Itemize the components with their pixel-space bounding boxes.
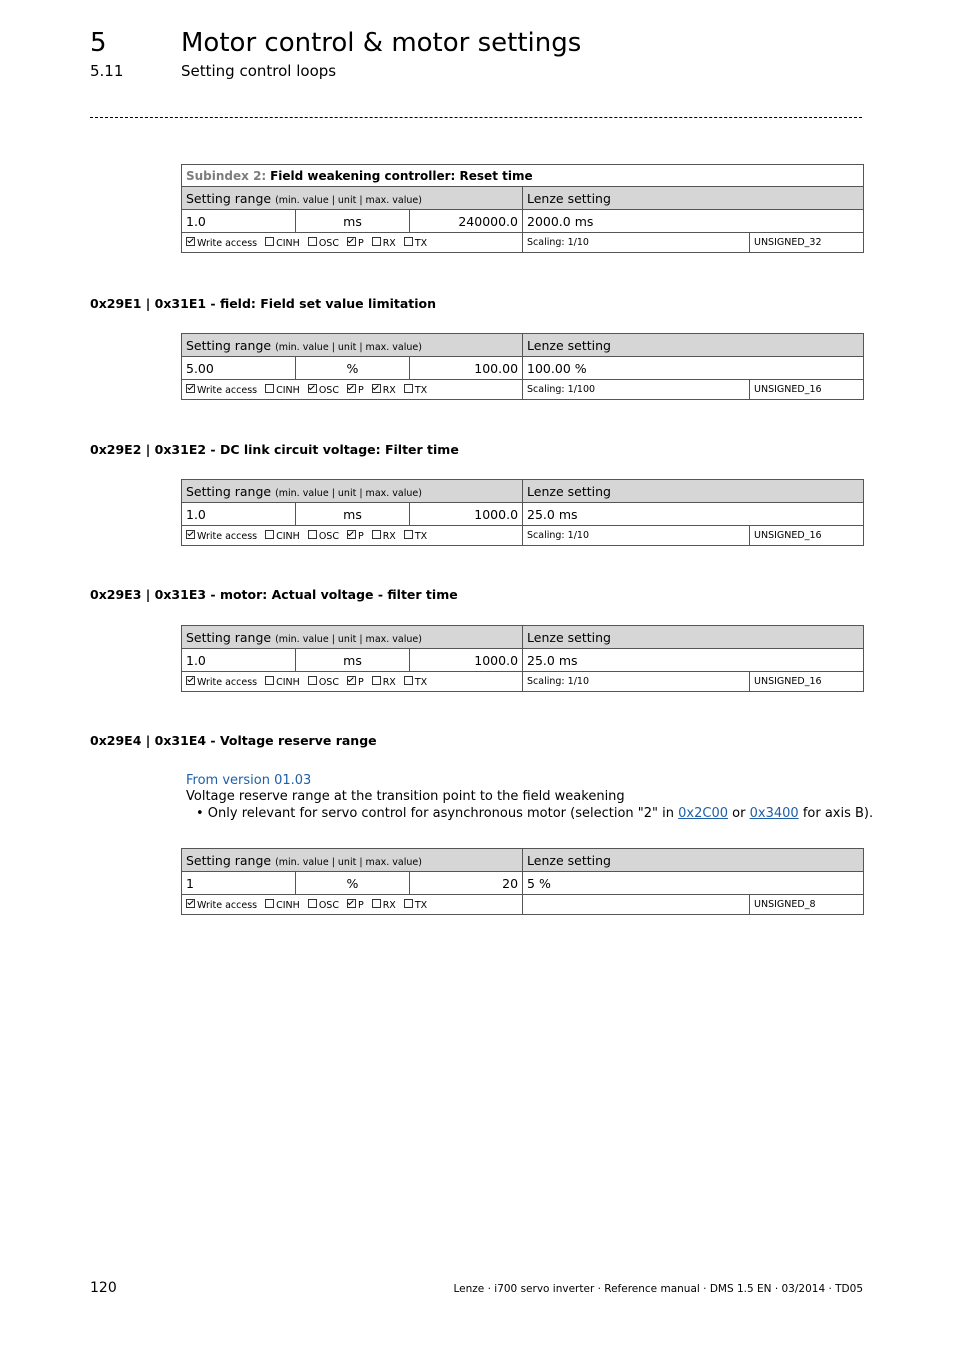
- flag-label: RX: [382, 899, 396, 911]
- unchecked-box-icon: [404, 899, 413, 908]
- setting-range-label: Setting range: [186, 337, 272, 353]
- flag-osc: [308, 238, 339, 249]
- max-value: 1000.0: [410, 503, 523, 526]
- subindex-name: Field weakening controller: Reset time: [270, 168, 533, 183]
- parameter-heading: 0x29E1 | 0x31E1 - field: Field set value limitation: [90, 296, 437, 311]
- parameter-description: Voltage reserve range at the transition point to the field weakening: [186, 789, 625, 804]
- lenze-setting-label: Lenze setting: [523, 626, 864, 649]
- flag-osc: [308, 677, 339, 688]
- unit-value: %: [296, 357, 410, 380]
- flag-tx: [404, 385, 427, 396]
- lenze-setting-label: Lenze setting: [523, 334, 864, 357]
- bullet-text-prefix: • Only relevant for servo control for asynchronous motor (selection "2" in: [196, 806, 675, 821]
- setting-range-label: Setting range: [186, 852, 272, 868]
- flag-p: [347, 900, 364, 911]
- flag-tx: [404, 677, 427, 688]
- checked-box-icon: [308, 384, 317, 393]
- access-flags: [182, 526, 523, 546]
- bullet-text-between: or: [732, 806, 746, 821]
- data-type: UNSIGNED_16: [750, 380, 864, 400]
- unchecked-box-icon: [372, 237, 381, 246]
- unchecked-box-icon: [265, 384, 274, 393]
- scaling: Scaling: 1/10: [523, 233, 750, 253]
- setting-range-hint: (min. value | unit | max. value): [275, 856, 422, 868]
- unit-value: ms: [296, 503, 410, 526]
- subindex-label: Subindex 2:: [186, 168, 267, 183]
- setting-range-label: Setting range: [186, 629, 272, 645]
- flag-label: OSC: [318, 237, 339, 249]
- flag-rx: [372, 677, 396, 688]
- flag-label: CINH: [276, 530, 300, 542]
- flag-tx: [404, 900, 427, 911]
- flag-label: RX: [382, 237, 396, 249]
- flag-label: RX: [382, 384, 396, 396]
- min-value: 1: [182, 872, 296, 895]
- checked-box-icon: [186, 384, 195, 393]
- setting-range-hint: (min. value | unit | max. value): [275, 341, 422, 353]
- setting-range-hint: (min. value | unit | max. value): [275, 194, 422, 206]
- flag-label: RX: [382, 530, 396, 542]
- flag-label: P: [357, 384, 364, 396]
- flag-p: [347, 677, 364, 688]
- unchecked-box-icon: [404, 676, 413, 685]
- flag-write-access: [186, 900, 257, 911]
- max-value: 1000.0: [410, 649, 523, 672]
- flag-cinh: [265, 900, 300, 911]
- section-title: Setting control loops: [181, 62, 337, 80]
- checked-box-icon: [347, 237, 356, 246]
- flag-label: TX: [414, 676, 428, 688]
- lenze-setting-label: Lenze setting: [523, 849, 864, 872]
- data-type: UNSIGNED_16: [750, 672, 864, 692]
- version-note: From version 01.03: [186, 773, 312, 788]
- unchecked-box-icon: [404, 384, 413, 393]
- checked-box-icon: [347, 899, 356, 908]
- flag-label: TX: [414, 384, 428, 396]
- flag-cinh: [265, 385, 300, 396]
- setting-range-hint: (min. value | unit | max. value): [275, 487, 422, 499]
- flag-p: [347, 385, 364, 396]
- parameter-heading: 0x29E3 | 0x31E3 - motor: Actual voltage - filter time: [90, 587, 458, 602]
- flag-label: TX: [414, 899, 428, 911]
- flag-cinh: [265, 677, 300, 688]
- flag-label: CINH: [276, 384, 300, 396]
- access-flags: [182, 380, 523, 400]
- max-value: 100.00: [410, 357, 523, 380]
- flag-osc: [308, 385, 339, 396]
- chapter-number: 5: [90, 28, 107, 58]
- page-number: 120: [90, 1280, 117, 1296]
- parameter-table-dc-link-filter: [181, 479, 864, 546]
- flag-osc: [308, 531, 339, 542]
- flag-label: CINH: [276, 676, 300, 688]
- parameter-table-reset-time: [181, 164, 864, 253]
- flag-label: P: [357, 899, 364, 911]
- unchecked-box-icon: [372, 899, 381, 908]
- flag-write-access: [186, 677, 257, 688]
- checked-box-icon: [347, 384, 356, 393]
- lenze-setting-value: 25.0 ms: [523, 649, 864, 672]
- min-value: 1.0: [182, 503, 296, 526]
- flag-label: Write access: [197, 899, 258, 911]
- bullet-text-suffix: for axis B).: [802, 806, 874, 821]
- flag-label: OSC: [318, 384, 339, 396]
- setting-range-hint: (min. value | unit | max. value): [275, 633, 422, 645]
- unchecked-box-icon: [308, 237, 317, 246]
- chapter-title: Motor control & motor settings: [181, 28, 582, 58]
- flag-rx: [372, 900, 396, 911]
- checked-box-icon: [347, 676, 356, 685]
- dashed-divider: [90, 117, 862, 118]
- parameter-table-field-limit: [181, 333, 864, 400]
- unchecked-box-icon: [265, 899, 274, 908]
- link-0x3400[interactable]: 0x3400: [749, 806, 799, 821]
- max-value: 20: [410, 872, 523, 895]
- flag-label: Write access: [197, 530, 258, 542]
- scaling: Scaling: 1/10: [523, 672, 750, 692]
- checked-box-icon: [186, 530, 195, 539]
- link-0x2c00[interactable]: 0x2C00: [678, 806, 729, 821]
- checked-box-icon: [347, 530, 356, 539]
- setting-range-label: Setting range: [186, 190, 272, 206]
- flag-label: P: [357, 676, 364, 688]
- lenze-setting-value: 100.00 %: [523, 357, 864, 380]
- section-number: 5.11: [90, 62, 124, 80]
- flag-label: Write access: [197, 237, 258, 249]
- lenze-setting-label: Lenze setting: [523, 187, 864, 210]
- checked-box-icon: [186, 899, 195, 908]
- footer-text: Lenze · i700 servo inverter · Reference manual · DMS 1.5 EN · 03/2014 · TD05: [453, 1283, 863, 1295]
- flag-p: [347, 531, 364, 542]
- setting-range-label: Setting range: [186, 483, 272, 499]
- flag-label: P: [357, 530, 364, 542]
- scaling: [523, 895, 750, 915]
- min-value: 5.00: [182, 357, 296, 380]
- min-value: 1.0: [182, 210, 296, 233]
- data-type: UNSIGNED_16: [750, 526, 864, 546]
- unchecked-box-icon: [404, 237, 413, 246]
- flag-label: TX: [414, 237, 428, 249]
- flag-label: OSC: [318, 676, 339, 688]
- flag-label: TX: [414, 530, 428, 542]
- data-type: UNSIGNED_8: [750, 895, 864, 915]
- unchecked-box-icon: [265, 530, 274, 539]
- parameter-heading: 0x29E4 | 0x31E4 - Voltage reserve range: [90, 733, 377, 748]
- unchecked-box-icon: [372, 676, 381, 685]
- flag-label: P: [357, 237, 364, 249]
- unchecked-box-icon: [308, 530, 317, 539]
- checked-box-icon: [186, 237, 195, 246]
- flag-rx: [372, 531, 396, 542]
- flag-tx: [404, 238, 427, 249]
- min-value: 1.0: [182, 649, 296, 672]
- parameter-table-voltage-reserve: [181, 848, 864, 915]
- flag-label: CINH: [276, 237, 300, 249]
- lenze-setting-value: 2000.0 ms: [523, 210, 864, 233]
- data-type: UNSIGNED_32: [750, 233, 864, 253]
- flag-osc: [308, 900, 339, 911]
- lenze-setting-label: Lenze setting: [523, 480, 864, 503]
- flag-rx: [372, 385, 396, 396]
- max-value: 240000.0: [410, 210, 523, 233]
- flag-p: [347, 238, 364, 249]
- checked-box-icon: [372, 384, 381, 393]
- parameter-heading: 0x29E2 | 0x31E2 - DC link circuit voltage: Filter time: [90, 442, 459, 457]
- bullet-note: [196, 806, 873, 821]
- access-flags: [182, 672, 523, 692]
- unchecked-box-icon: [265, 676, 274, 685]
- flag-label: RX: [382, 676, 396, 688]
- unchecked-box-icon: [404, 530, 413, 539]
- flag-label: OSC: [318, 899, 339, 911]
- unit-value: ms: [296, 649, 410, 672]
- unit-value: %: [296, 872, 410, 895]
- flag-write-access: [186, 238, 257, 249]
- flag-label: CINH: [276, 899, 300, 911]
- unchecked-box-icon: [372, 530, 381, 539]
- lenze-setting-value: 25.0 ms: [523, 503, 864, 526]
- flag-write-access: [186, 531, 257, 542]
- access-flags: [182, 895, 523, 915]
- flag-write-access: [186, 385, 257, 396]
- flag-rx: [372, 238, 396, 249]
- parameter-table-motor-voltage-filter: [181, 625, 864, 692]
- checked-box-icon: [186, 676, 195, 685]
- unchecked-box-icon: [265, 237, 274, 246]
- flag-cinh: [265, 238, 300, 249]
- scaling: Scaling: 1/100: [523, 380, 750, 400]
- flag-label: Write access: [197, 384, 258, 396]
- flag-tx: [404, 531, 427, 542]
- flag-label: OSC: [318, 530, 339, 542]
- unchecked-box-icon: [308, 899, 317, 908]
- flag-label: Write access: [197, 676, 258, 688]
- scaling: Scaling: 1/10: [523, 526, 750, 546]
- lenze-setting-value: 5 %: [523, 872, 864, 895]
- flag-cinh: [265, 531, 300, 542]
- access-flags: [182, 233, 523, 253]
- unit-value: ms: [296, 210, 410, 233]
- unchecked-box-icon: [308, 676, 317, 685]
